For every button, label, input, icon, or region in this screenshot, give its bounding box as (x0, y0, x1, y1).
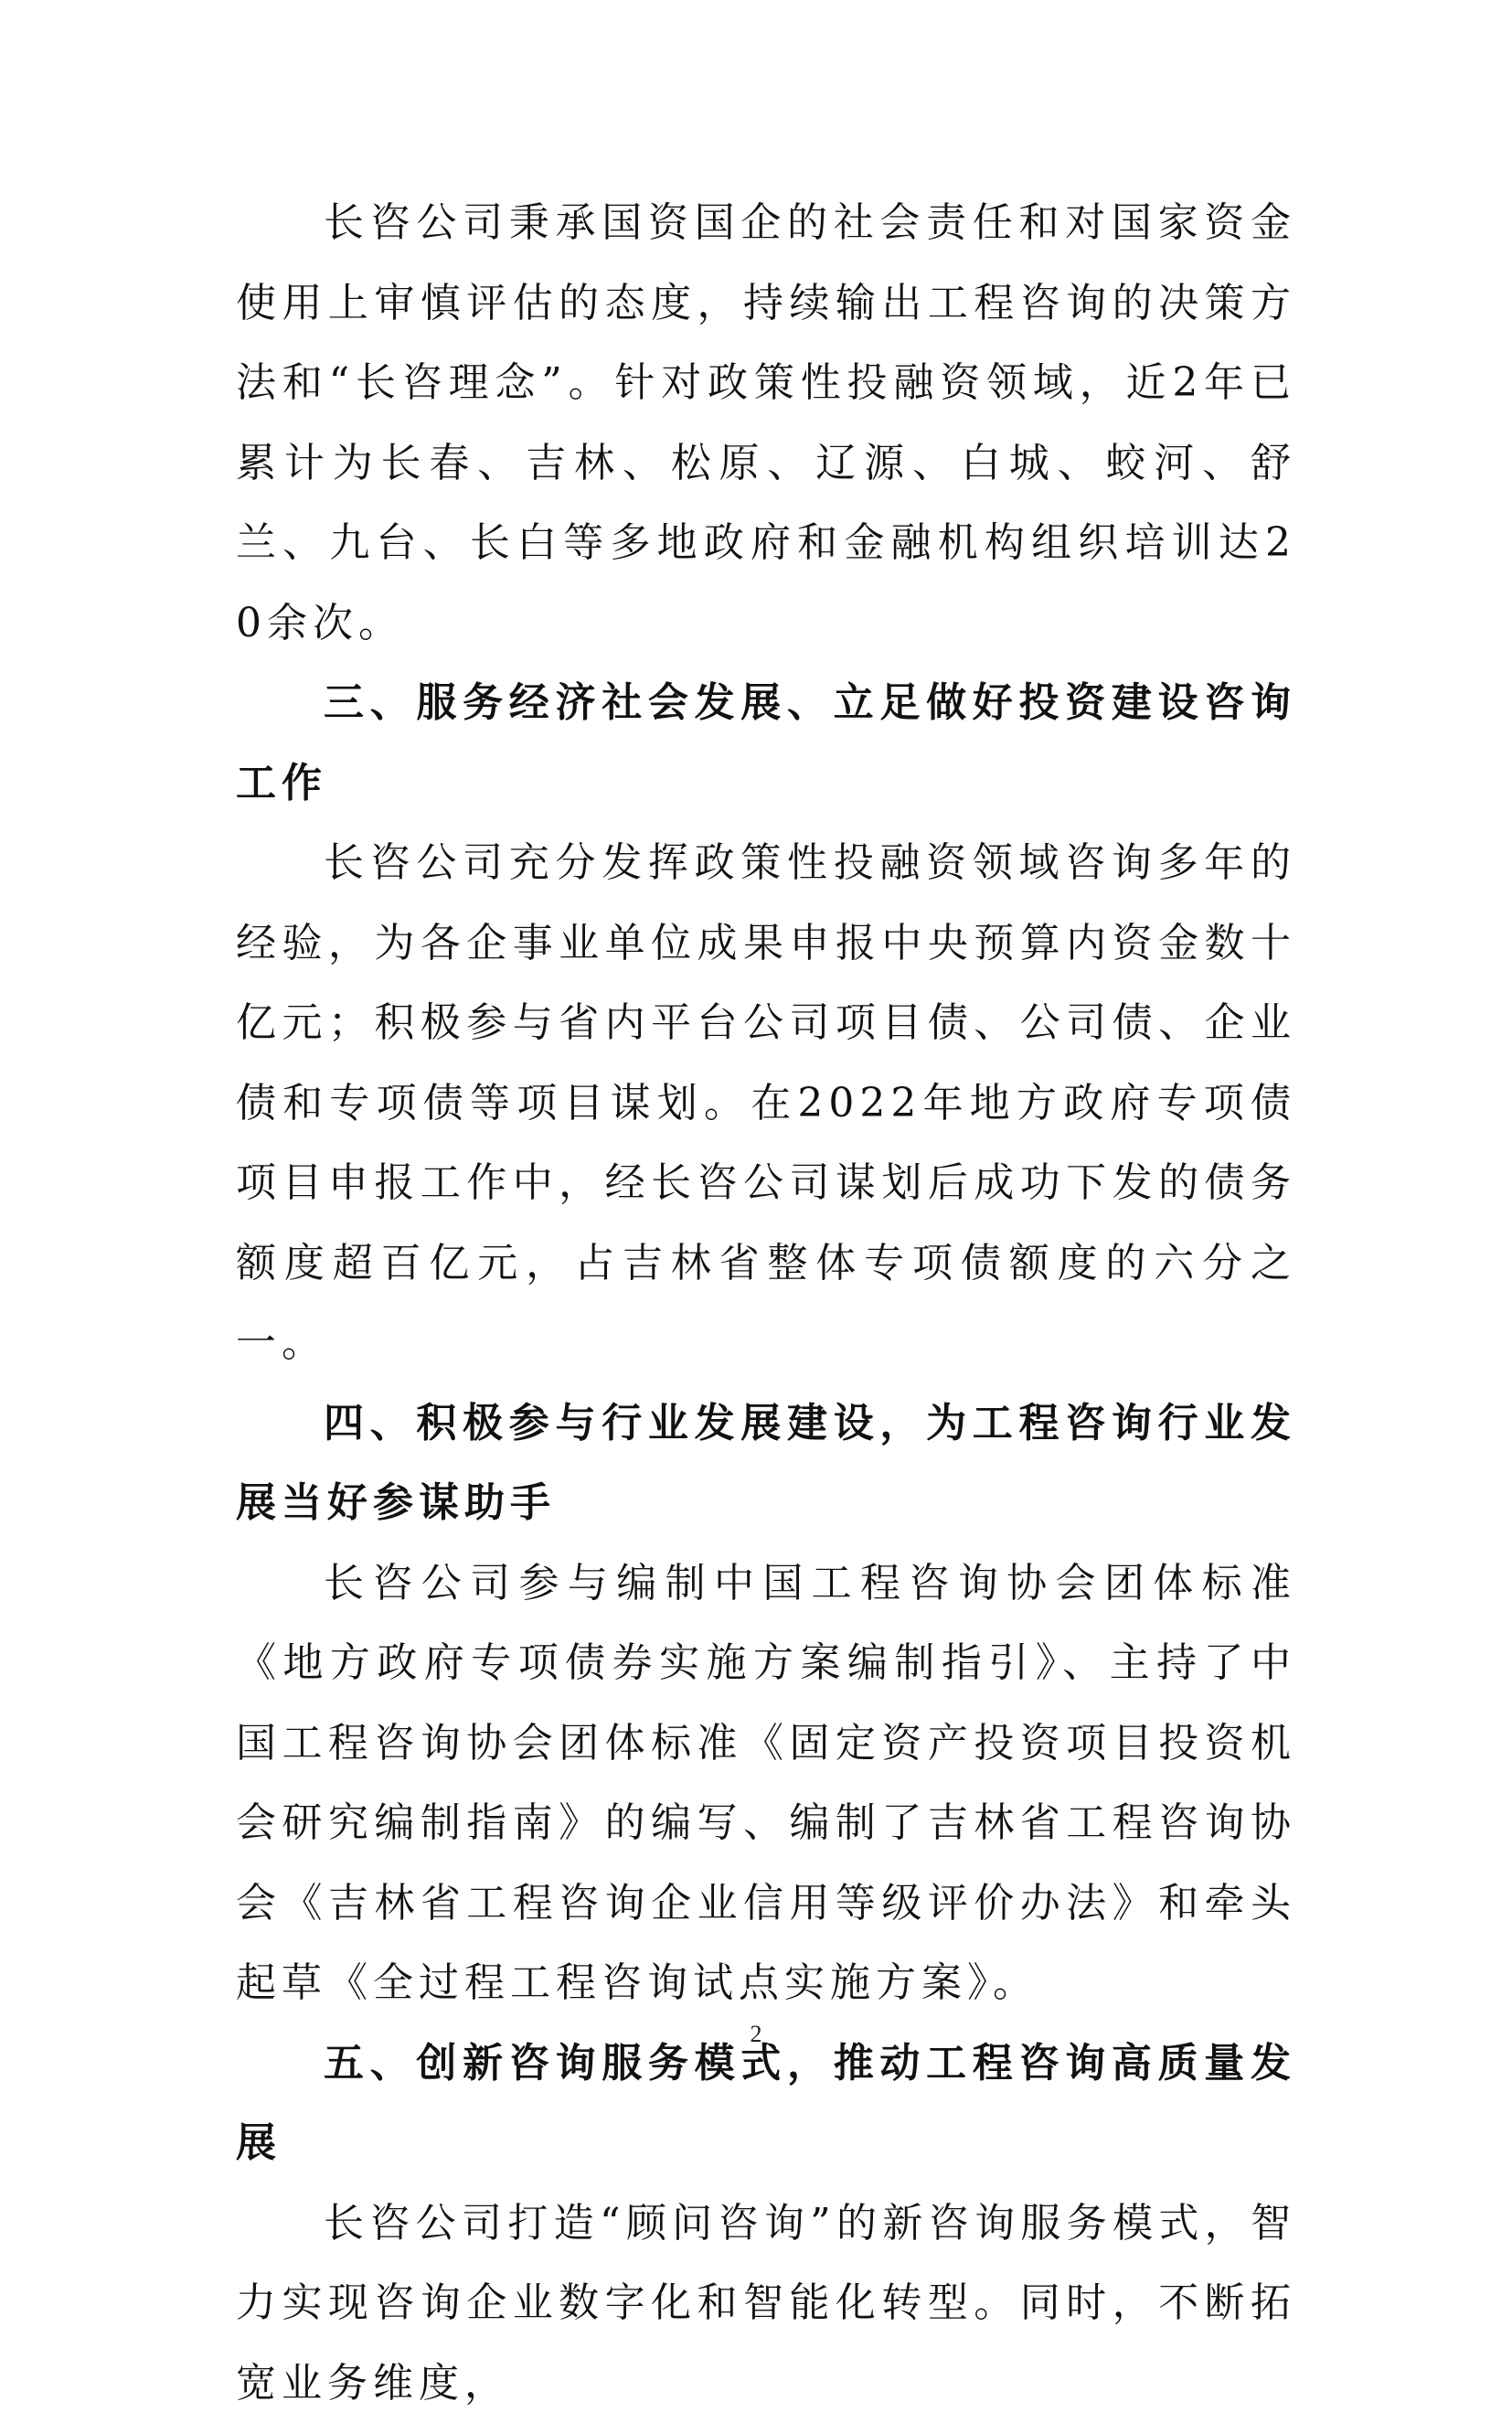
section-heading-three: 三、服务经济社会发展、立足做好投资建设咨询工作 (236, 663, 1296, 823)
page-number: 2 (0, 2021, 1512, 2048)
section-heading-four: 四、积极参与行业发展建设，为工程咨询行业发展当好参谋助手 (236, 1383, 1296, 1543)
section-heading-five: 五、创新咨询服务模式，推动工程咨询高质量发展 (236, 2023, 1296, 2183)
paragraph-standards: 长咨公司参与编制中国工程咨询协会团体标准《地方政府专项债券实施方案编制指引》、主持了中国工程咨询协会团体标准《固定资产投资项目投资机会研究编制指南》的编写、编制了吉林省工程咨询协会《吉林省工程咨询企业信用等级评价办法》和牵头起草《全过程工程咨询试点实施方案》。 (236, 1543, 1296, 2023)
paragraph-service-model: 长咨公司打造“顾问咨询”的新咨询服务模式，智力实现咨询企业数字化和智能化转型。同时，不断拓宽业务维度， (236, 2183, 1296, 2423)
document-body (236, 183, 1296, 2423)
paragraph-investment-consulting: 长咨公司充分发挥政策性投融资领域咨询多年的经验，为各企事业单位成果申报中央预算内资金数十亿元；积极参与省内平台公司项目债、公司债、企业债和专项债等项目谋划。在2022年地方政府专项债项目申报工作中，经长咨公司谋划后成功下发的债务额度超百亿元，占吉林省整体专项债额度的六分之一。 (236, 823, 1296, 1383)
paragraph-training: 长咨公司秉承国资国企的社会责任和对国家资金使用上审慎评估的态度，持续输出工程咨询的决策方法和“长咨理念”。针对政策性投融资领域，近2年已累计为长春、吉林、松原、辽源、白城、蛟河、舒兰、九台、长白等多地政府和金融机构组织培训达20余次。 (236, 183, 1296, 663)
